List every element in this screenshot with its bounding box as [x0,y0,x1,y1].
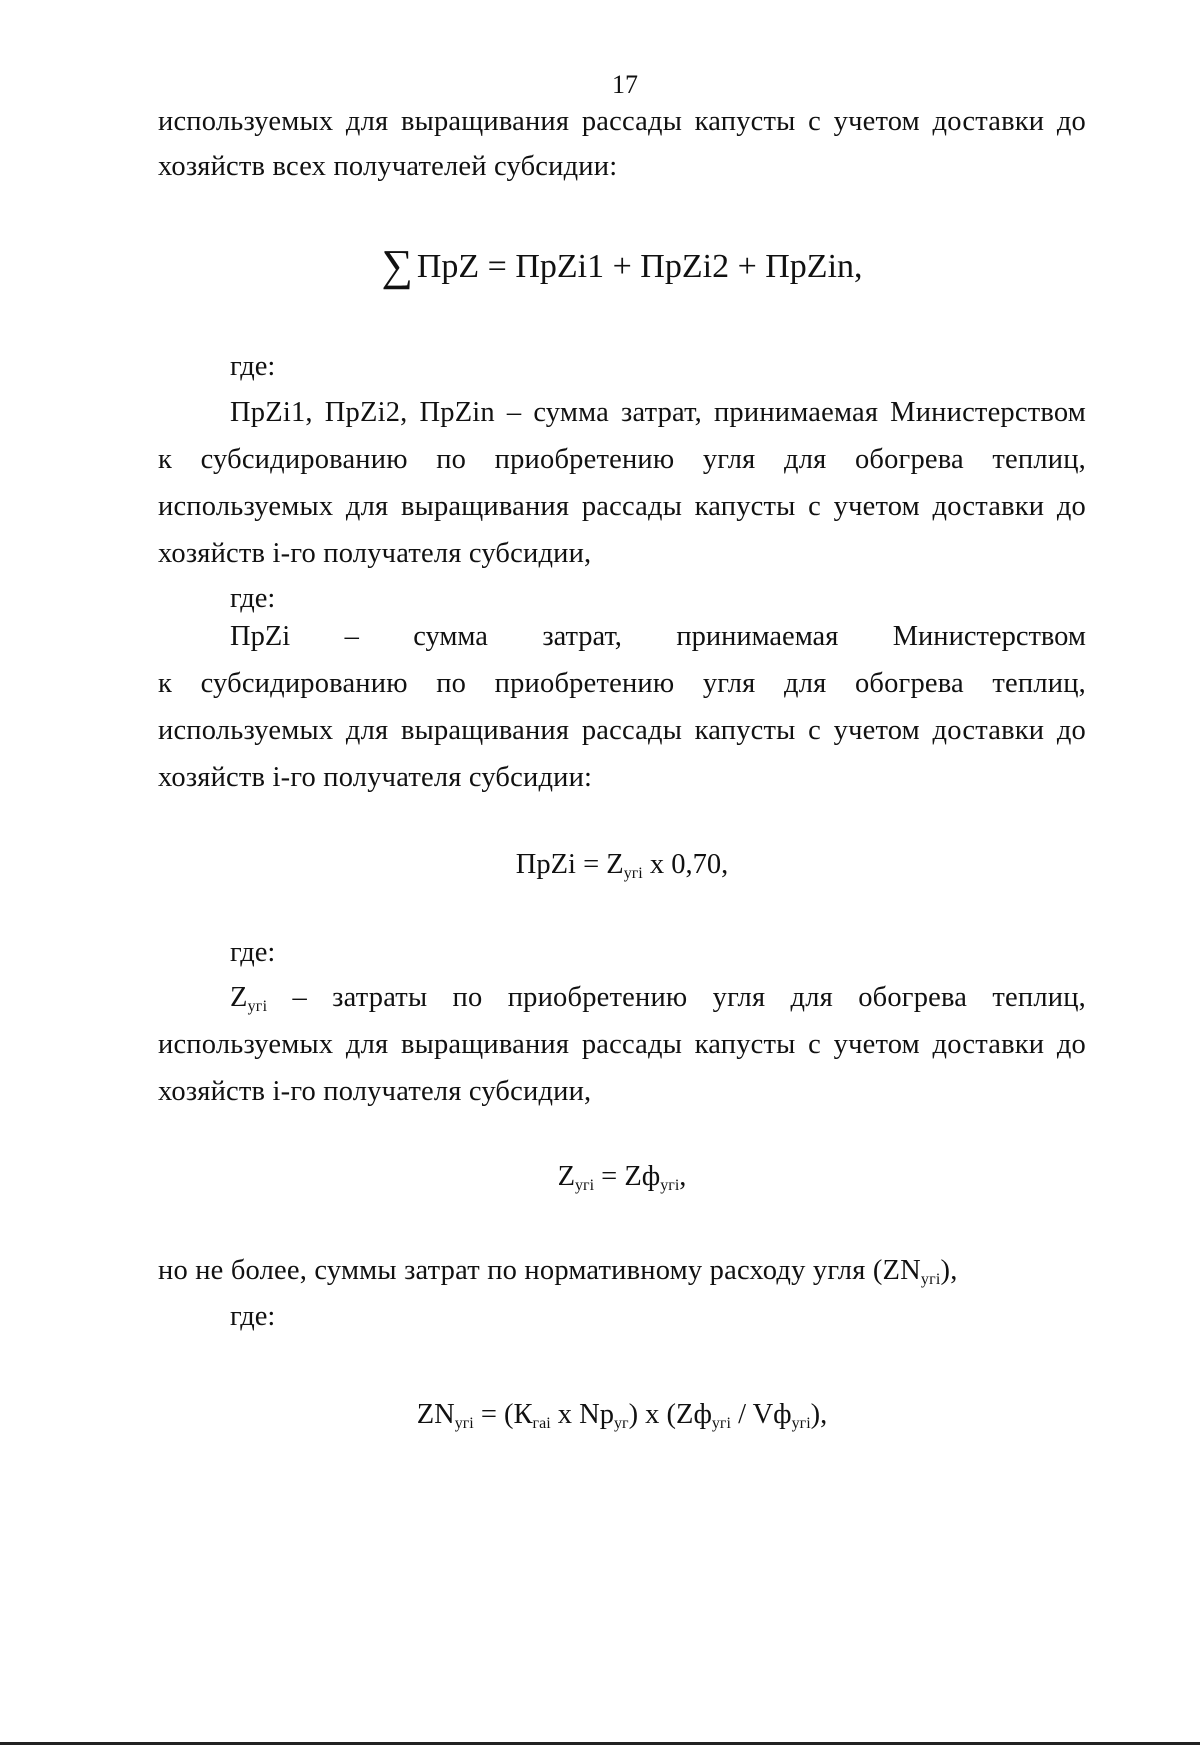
subscript: угi [623,865,643,882]
where-label: где: [230,583,276,614]
formula-sum [158,238,1086,292]
paragraph-line: хозяйств всех получателей субсидии: [158,151,618,182]
formula-part: / Vф [730,1399,792,1430]
where-label: где: [230,937,276,968]
formula-part: , [679,1161,687,1192]
formula-part: ) х (Zф [628,1399,712,1430]
term: ПрZi [230,621,291,652]
subscript: угi [660,1177,680,1194]
scan-edge-line [0,1742,1200,1745]
paragraph-line: ПрZi1, ПрZi2, ПрZin – сумма затрат, принимаемая Министерством [230,397,1086,428]
subscript: угi [454,1415,474,1432]
paragraph-block [158,974,1086,1115]
word: затрат, [542,621,622,652]
term: Z [230,982,248,1013]
formula-znug [158,1390,1086,1440]
subscript: угi [791,1415,811,1432]
where-label: где: [230,1301,276,1332]
formula-part: х 0,70, [642,849,729,880]
formula-zug [158,1152,1086,1202]
subscript: угi [575,1177,595,1194]
subscript: угi [711,1415,731,1432]
paragraph-line [230,612,1086,662]
subscript: гаi [532,1415,551,1432]
paragraph-text: но не более, суммы затрат по нормативному расходу угля (ZN [158,1255,921,1286]
dash: – [344,621,359,652]
subscript: уг [614,1415,629,1432]
word: принимаемая [676,621,839,652]
formula-part: х Np [550,1399,614,1430]
paragraph-block: к субсидированию по приобретению угля для обогрева теплиц, используемых для выращивания рассады капусты с учетом доставки до хозяйств i-го получателя субсидии, [158,444,1086,569]
formula-przi [158,840,1086,890]
formula-part: ZN [416,1399,455,1430]
formula-part: = Zф [594,1161,661,1192]
paragraph-text: – затраты по приобретению угля для обогрева теплиц, используемых для выращивания рассады капусты с учетом доставки до хозяйств i-го получателя субсидии, [158,982,1086,1107]
sigma-symbol: ∑ [381,241,413,290]
paragraph-line [158,1246,1086,1296]
word: Министерством [892,621,1086,652]
formula-text: ПрZ = ПрZi1 + ПрZi2 + ПрZin, [416,248,863,285]
page-number: 17 [612,70,638,99]
formula-part: = (К [473,1399,533,1430]
subscript: угi [247,998,268,1015]
paragraph-text: ), [940,1255,958,1286]
formula-part: ПрZi = Z [515,849,624,880]
formula-part: ), [810,1399,828,1430]
subscript: угi [920,1271,941,1288]
formula-part: Z [557,1161,576,1192]
paragraph-block: к субсидированию по приобретению угля для обогрева теплиц, используемых для выращивания рассады капусты с учетом доставки до хозяйств i-го получателя субсидии: [158,668,1086,793]
where-label: где: [230,351,276,382]
paragraph-line: используемых для выращивания рассады капусты с учетом доставки до [158,106,1086,137]
word: сумма [413,621,488,652]
